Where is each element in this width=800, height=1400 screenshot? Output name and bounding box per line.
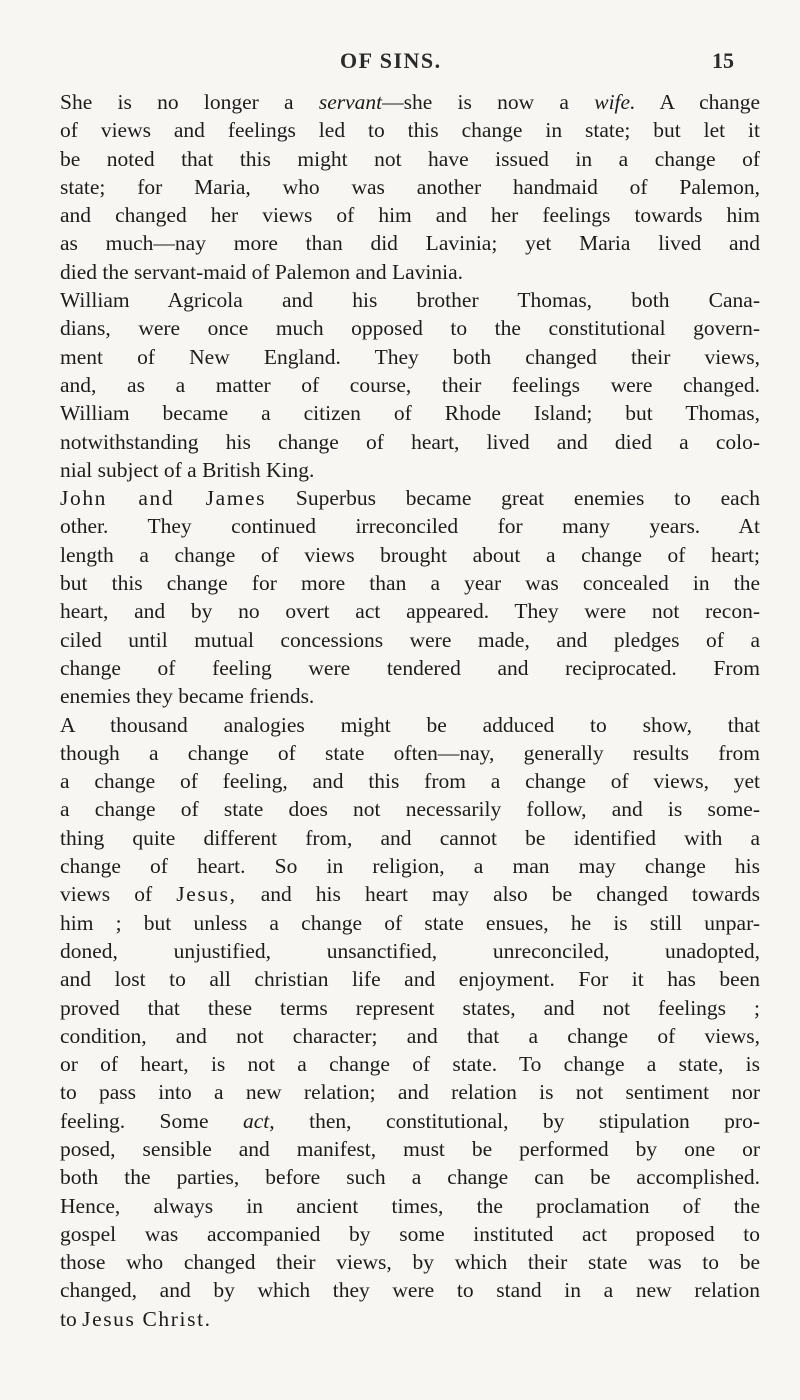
- text-run: notwithstanding his change of heart, lived and died a colo-: [60, 429, 760, 454]
- text-line: [60, 145, 760, 173]
- text-run: nial subject of a British King.: [60, 457, 315, 482]
- text-run: and changed her views of him and her feelings towards him: [60, 203, 760, 228]
- text-run: change of heart. So in religion, a man may change his: [60, 854, 760, 879]
- text-line: [60, 314, 760, 342]
- italic-text: wife.: [594, 90, 636, 114]
- text-run: a change of state does not necessarily follow, and is some-: [60, 797, 760, 822]
- text-line: [60, 173, 760, 201]
- text-line: [60, 682, 760, 710]
- text-run: length a change of views brought about a change of heart;: [60, 542, 760, 567]
- text-run: dians, were once much opposed to the constitutional govern-: [60, 316, 760, 341]
- text-line: [60, 1022, 760, 1050]
- page-header: [0, 48, 800, 78]
- text-run: Superbus became great enemies to each: [266, 486, 760, 511]
- text-run: as much—nay more than did Lavinia; yet Maria lived and: [60, 231, 760, 256]
- text-run: change of feeling were tendered and reciprocated. From: [60, 655, 760, 680]
- text-line: [60, 88, 760, 116]
- text-line: [60, 1078, 760, 1106]
- text-line: [60, 1050, 760, 1078]
- text-run: and lost to all christian life and enjoyment. For it has been: [60, 967, 760, 992]
- text-run: and, as a matter of course, their feelings were changed.: [60, 372, 760, 397]
- text-run: ciled until mutual concessions were made, and pledges of a: [60, 627, 760, 652]
- text-run: a change of feeling, and this from a change of views, yet: [60, 769, 760, 794]
- text-line: [60, 116, 760, 144]
- text-run: those who changed their views, by which their state was to be: [60, 1250, 760, 1275]
- text-line: [60, 229, 760, 257]
- text-run: —she is now a: [382, 90, 595, 114]
- italic-text: servant: [318, 90, 383, 114]
- text-line: [60, 824, 760, 852]
- text-run: posed, sensible and manifest, must be performed by one or: [60, 1136, 760, 1161]
- text-line: [60, 852, 760, 880]
- text-run: A change: [635, 90, 760, 114]
- text-run: and his heart may also be changed towards: [236, 882, 760, 907]
- text-line: [60, 428, 760, 456]
- running-head: OF SINS.: [340, 48, 442, 73]
- text-line: [60, 286, 760, 314]
- text-line: [60, 739, 760, 767]
- text-run: to pass into a new relation; and relation is not sentiment nor: [60, 1080, 760, 1105]
- text-run: She is no longer a: [60, 90, 319, 114]
- text-line: [60, 626, 760, 654]
- text-run: enemies they became friends.: [60, 684, 315, 709]
- text-run: A thousand analogies might be adduced to show, that: [60, 712, 760, 737]
- text-run: changed, and by which they were to stand in a new relation: [60, 1278, 760, 1303]
- text-line: [60, 512, 760, 540]
- text-run: views of: [60, 882, 177, 907]
- text-run: though a change of state often—nay, generally results from: [60, 740, 760, 765]
- text-run: other. They continued irreconciled for many years. At: [60, 514, 760, 539]
- text-run: gospel was accompanied by some instituted act proposed to: [60, 1221, 760, 1246]
- text-line: [60, 795, 760, 823]
- text-line: [60, 965, 760, 993]
- text-run: him ; but unless a change of state ensues, he is still unpar-: [60, 910, 760, 935]
- text-run: to: [60, 1306, 83, 1331]
- text-line: [60, 1305, 760, 1333]
- text-line: [60, 1248, 760, 1276]
- text-line: [60, 399, 760, 427]
- text-run: or of heart, is not a change of state. To change a state, is: [60, 1052, 760, 1077]
- text-run: of views and feelings led to this change in state; but let it: [60, 118, 760, 143]
- text-line: [60, 711, 760, 739]
- text-line: [60, 1163, 760, 1191]
- spaced-name-text: John and James: [60, 486, 267, 511]
- text-run: but this change for more than a year was concealed in the: [60, 571, 760, 596]
- body-text: [60, 88, 760, 1333]
- text-run: thing quite different from, and cannot be identified with a: [60, 825, 760, 850]
- text-line: [60, 654, 760, 682]
- text-line: [60, 994, 760, 1022]
- text-line: [60, 541, 760, 569]
- text-run: doned, unjustified, unsanctified, unreconciled, unadopted,: [60, 938, 760, 963]
- text-run: be noted that this might not have issued in a change of: [60, 146, 760, 171]
- text-line: [60, 937, 760, 965]
- text-run: proved that these terms represent states, and not feelings ;: [60, 995, 760, 1020]
- text-run: William became a citizen of Rhode Island; but Thomas,: [60, 401, 760, 426]
- text-run: state; for Maria, who was another handmaid of Palemon,: [60, 174, 760, 199]
- text-run: William Agricola and his brother Thomas, both Cana-: [60, 288, 760, 313]
- text-line: [60, 597, 760, 625]
- italic-text: act,: [243, 1108, 275, 1133]
- text-run: died the servant-maid of Palemon and Lavinia.: [60, 259, 463, 284]
- page-number: 15: [712, 48, 734, 73]
- spaced-name-text: Jesus,: [176, 882, 237, 907]
- text-line: [60, 343, 760, 371]
- text-line: [60, 456, 760, 484]
- text-run: Hence, always in ancient times, the proclamation of the: [60, 1193, 760, 1218]
- text-run: then, constitutional, by stipulation pro-: [274, 1108, 760, 1133]
- text-line: [60, 1107, 760, 1135]
- text-run: both the parties, before such a change can be accomplished.: [60, 1165, 760, 1190]
- text-run: feeling. Some: [60, 1108, 244, 1133]
- text-line: [60, 258, 760, 286]
- text-line: [60, 1135, 760, 1163]
- text-run: condition, and not character; and that a change of views,: [60, 1023, 760, 1048]
- text-line: [60, 371, 760, 399]
- text-run: ment of New England. They both changed their views,: [60, 344, 760, 369]
- spaced-name-text: Jesus Christ.: [82, 1306, 212, 1331]
- text-line: [60, 909, 760, 937]
- text-line: [60, 1220, 760, 1248]
- text-line: [60, 1276, 760, 1304]
- text-line: [60, 569, 760, 597]
- text-line: [60, 1192, 760, 1220]
- text-line: [60, 484, 760, 512]
- text-run: heart, and by no overt act appeared. They were not recon-: [60, 599, 760, 624]
- text-line: [60, 767, 760, 795]
- text-line: [60, 201, 760, 229]
- text-line: [60, 880, 760, 908]
